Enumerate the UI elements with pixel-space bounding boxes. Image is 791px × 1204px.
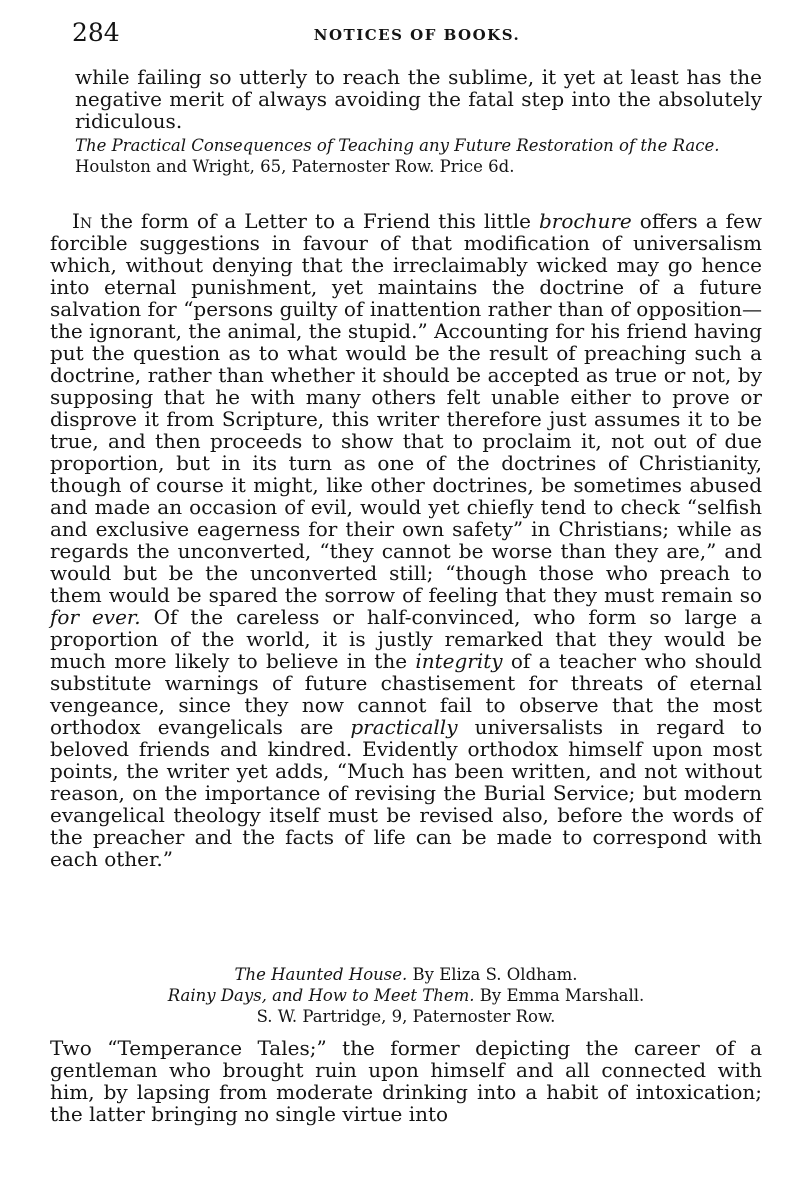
notice1-title: The Practical Consequences of Teaching any Future Restoration of the Race.: [75, 136, 720, 155]
notice2-citation-line2: [50, 985, 762, 1006]
notice2-publisher: S. W. Partridge, 9, Paternoster Row.: [256, 1007, 556, 1026]
notice2-title1: The Haunted House.: [234, 965, 408, 984]
notice1-citation: [75, 135, 762, 177]
dropcap-word: In: [72, 209, 93, 233]
notice1-italic-brochure: brochure: [539, 209, 632, 233]
notice1-text-3: Of the careless or half-convinced, who form so large a proportion of the world, it is justly remarked that they would be much more likely to believe in the: [50, 605, 762, 673]
notice1-text-4: of a teacher who should substitute warnings of future chastisement for threats of eternal vengeance, since they now cannot fail to observe that the most orthodox evangelicals are: [50, 649, 762, 739]
notice1-text-5: universalists in regard to beloved friends and kindred. Evidently orthodox himself upon most points, the writer yet adds, “Much has been written, and not without reason, on the importance of revising the Burial Service; but modern evangelical theology itself must be revised also, before the words of the preacher and the facts of life can be made to correspond with each other.”: [50, 715, 763, 871]
notice1-text-2: offers a few forcible suggestions in favour of that modification of universalism which, without denying that the irreclaimably wicked may go hence into eternal punishment, yet maintains the doctrine of a future salvation for “persons guilty of inattention rather than of opposition—the ignorant, the animal, the stupid.” Accounting for his friend having put the question as to what would be the result of preaching such a doctrine, rather than whether it should be accepted as true or not, by supposing that he with many others felt unable either to prove or disprove it from Scripture, this writer therefore just assumes it to be true, and then proceeds to show that to proclaim it, not out of due proportion, but in its turn as one of the doctrines of Christianity, though of course it might, like other doctrines, be sometimes abused and made an occasion of evil, would yet chiefly tend to check “selfish and exclusive eagerness for their own safety” in Christians; while as regards the unconverted, “they cannot be worse than they are,” and would but be the unconverted still; “though those who preach to them would be spared the sorrow of feeling that they must remain so: [50, 209, 762, 607]
notice1-italic-practically: practically: [350, 715, 458, 739]
notice1-review: [50, 210, 762, 870]
notice2-review: [50, 1037, 762, 1125]
notice1-publisher: Houlston and Wright, 65, Paternoster Row.: [75, 157, 435, 176]
page-number: 284: [72, 18, 120, 47]
intro-paragraph: while failing so utterly to reach the sublime, it yet at least has the negative merit of always avoiding the fatal step into the absolutely ridiculous.: [75, 65, 762, 133]
notice2-author1: By Eliza S. Oldham.: [412, 965, 578, 984]
notice2-citation: [50, 964, 762, 1027]
notice2-citation-line1: [50, 964, 762, 985]
intro-paragraph-block: [75, 66, 762, 132]
running-head: NOTICES OF BOOKS.: [313, 26, 521, 44]
notice1-text-1: the form of a Letter to a Friend this little: [92, 209, 539, 233]
notice1-body: [50, 210, 762, 870]
notice1-price: Price 6d.: [439, 157, 515, 176]
page-header: [72, 18, 762, 48]
notice2-body: Two “Temperance Tales;” the former depicting the career of a gentleman who brought ruin upon himself and all connected with him, by lapsing from moderate drinking into a habit of intoxication; the latter bringing no single virtue into: [50, 1036, 762, 1126]
notice1-italic-forever: for ever.: [50, 605, 141, 629]
notice1-italic-integrity: integrity: [415, 649, 503, 673]
notice2-title2: Rainy Days, and How to Meet Them.: [167, 986, 475, 1005]
notice2-author2: By Emma Marshall.: [479, 986, 645, 1005]
